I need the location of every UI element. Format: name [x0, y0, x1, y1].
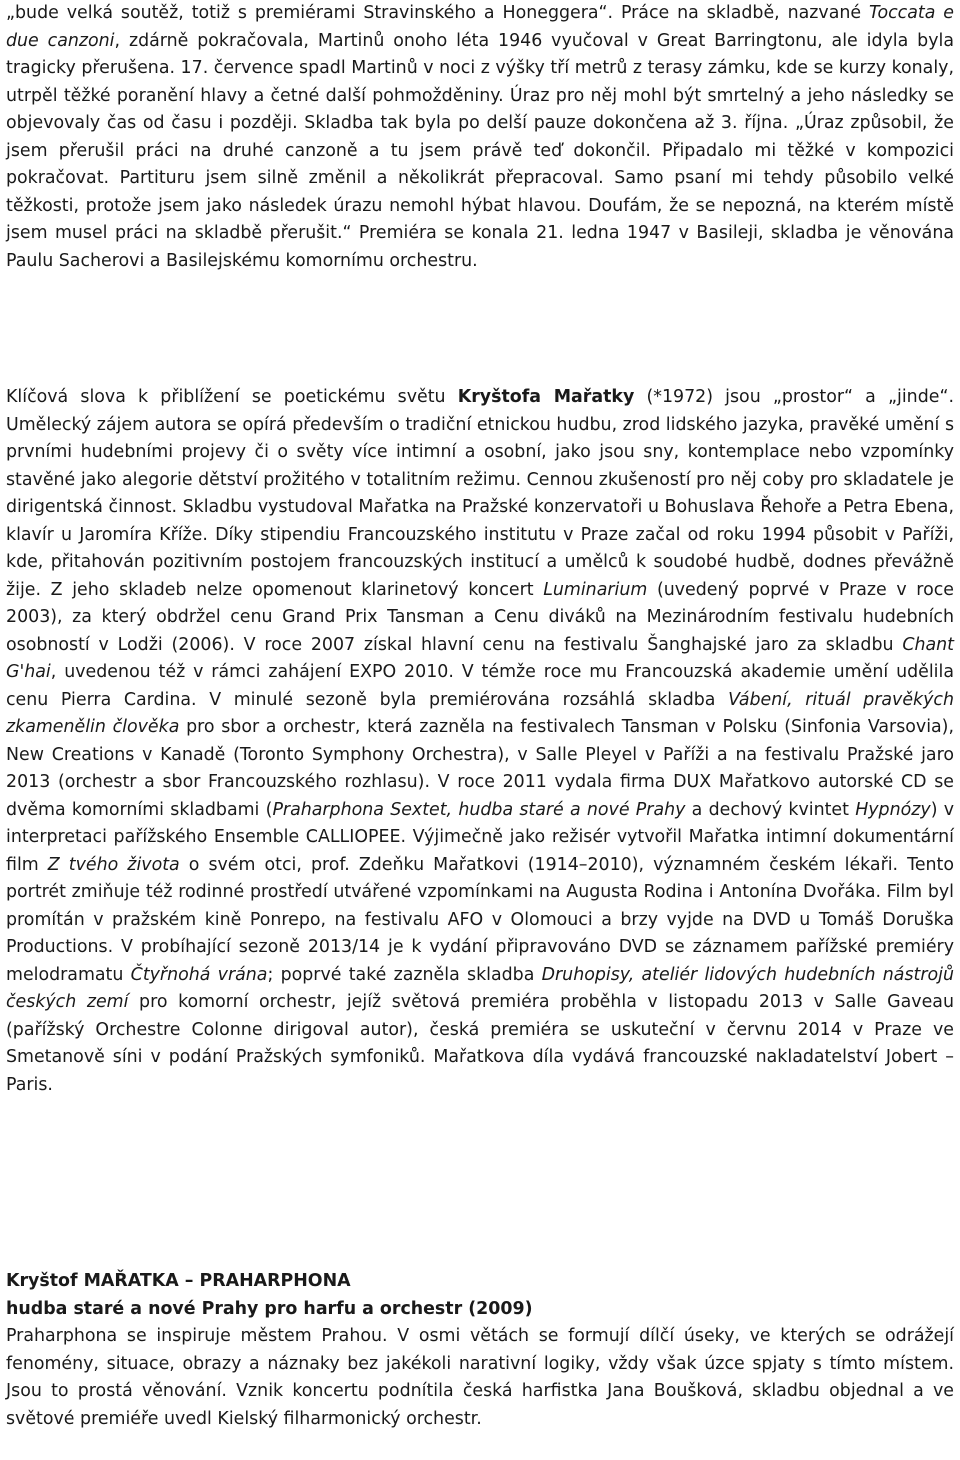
composer-name-bold: Kryštofa Mařatky: [457, 387, 635, 407]
text-run: , uvedenou též v rámci zahájení EXPO 2010. V témže roce mu Francouzská akademie umění udělila cenu Pierra Cardina. V minulé sezoně byla premiérována rozsáhlá skladba: [6, 662, 954, 710]
heading-subtitle: hudba staré a nové Prahy pro harfu a orchestr (2009): [6, 1298, 533, 1319]
text-run: , zdárně pokračovala, Martinů onoho léta 1946 vyučoval v Great Barringtonu, ale idyla byla tragicky přerušena. 17. července spadl Martinů v noci z výšky tří metrů z terasy zámku, kde se kurzy konaly, utrpěl těžké poranění hlavy a četné další pohmožděniny. Úraz pro něj mohl být smrtelný a jeho následky se objevovaly čas od času i později. Skladba tak byla po delší pauze dokončena až 3. října. „Úraz způsobil, že jsem přerušil práci na druhé canzoně a tu jsem právě teď dokončil. Připadalo mi těžké v kompozici pokračovat. Partituru jsem silně změnil a několikrát přepracoval. Samo psaní mi tehdy působilo velké těžkosti, protože jsem jako následek úrazu nemohl hýbat hlavou. Doufám, že se nepozná, na kterém místě jsem musel práci na skladbě přerušit.“ Premiéra se konala 21. ledna 1947 v Basileji, skladba je věnována Paulu Sacherovi a Basilejskému komornímu orchestru.: [6, 30, 955, 271]
work-title-ctyrnoha-vrana: Čtyřnohá vrána: [130, 964, 268, 985]
text-run: Klíčová slova k přiblížení se poetickému světu: [6, 387, 458, 407]
text-run: a dechový kvintet: [685, 799, 856, 820]
film-title-z-tveho-zivota: Z tvého života: [47, 854, 180, 875]
work-title-luminarium: Luminarium: [543, 579, 648, 600]
work-title-druhopisy: Druhopisy, ateliér lidových hudebních nástrojů českých zemí: [6, 964, 954, 1012]
work-title-hypnozy: Hypnózy: [855, 799, 931, 820]
text-run: ) v interpretaci pařížského Ensemble CALLIOPEE. Výjimečně jako režisér vytvořil Mařatka intimní dokumentární film: [6, 799, 955, 875]
work-title-toccata: Toccata e due canzoni: [6, 3, 954, 51]
text-run: pro sbor a orchestr, která zazněla na festivalech Tansman v Polsku (Sinfonia Varsovia), New Creations v Kanadě (Toronto Symphony Orchestra), v Salle Pleyel v Paříži a na festivalu Pražské jaro 2013 (orchestr a sbor Francouzského rozhlasu). V roce 2011 vydala firma DUX Mařatkovo autorské CD se dvěma komorními skladbami (: [6, 717, 954, 820]
text-run: (uvedený poprvé v Praze v roce 2003), za který obdržel cenu Grand Prix Tansman a Cenu diváků na Mezinárodním festivalu hudebních osobností v Lodži (2006). V roce 2007 získal hlavní cenu na festivalu Šanghajské jaro za skladbu: [6, 579, 954, 655]
heading-composer-work: Kryštof MAŘATKA – PRAHARPHONA: [6, 1271, 351, 1291]
text-run: (*1972) jsou „prostor“ a „jinde“. Umělecký zájem autora se opírá především o tradiční etnickou hudbu, zrod lidského jazyka, pravěké umění s prvními hudebními projevy či o světy více intimní a osobní, jako jsou sny, kontemplace nebo vzpomínky stavěné jako alegorie dětství prožitého v totalitním režimu. Cennou zkušeností pro něj coby pro skladatele je dirigentská činnost. Skladbu vystudoval Mařatka na Pražské konzervatoři u Bohuslava Řehoře a Petra Ebena, klavír u Jaromíra Kříže. Díky stipendiu Francouzského institutu v Praze začal od roku 1994 působit v Paříži, kde, přitahován pozitivním postojem francouzských institucí a umělců k soudobé hudbě, dodnes převážně žije. Z jeho skladeb nelze opomenout klarinetový koncert: [6, 387, 954, 600]
text-run: ; poprvé také zazněla skladba: [267, 964, 542, 985]
paragraph-maratka-bio: [6, 384, 954, 1099]
text-run: „bude velká soutěž, totiž s premiérami Stravinského a Honeggera“. Práce na skladbě, nazvané: [6, 3, 869, 23]
work-title-vabeni: Vábení, rituál pravěkých zkamenělin člověka: [6, 689, 954, 737]
paragraph-praharphona: Praharphona se inspiruje městem Prahou. V osmi větách se formují dílčí úseky, ve kterých se odrážejí fenomény, situace, obrazy a náznaky bez jakékoli narativní logiky, vždy však úzce spjaty s tímto místem. Jsou to prostá věnování. Vznik koncertu podnítila česká harfistka Jana Boušková, skladbu objednal a ve světové premiéře uvedl Kielský filharmonický orchestr.: [6, 1326, 954, 1429]
work-title-chant-ghai: Chant G'hai: [6, 634, 954, 682]
section-heading: [6, 1268, 954, 1323]
paragraph-martinu-toccata: [6, 0, 954, 275]
text-run: pro komorní orchestr, jejíž světová premiéra proběhla v listopadu 2013 v Salle Gaveau (pařížský Orchestre Colonne dirigoval autor), česká premiéra se uskuteční v červnu 2014 v Praze ve Smetanově síni v podání Pražských symfoniků. Mařatkova díla vydává francouzské nakladatelství Jobert – Paris.: [6, 992, 954, 1095]
text-run: o svém otci, prof. Zdeňku Mařatkovi (1914–2010), významném českém lékaři. Tento portrét zmiňuje též rodinné prostředí utvářené vzpomínkami na Augusta Rodina i Antonína Dvořáka. Film byl promítán v pražském kině Ponrepo, na festivalu AFO v Olomouci a brzy vyjde na DVD u Tomáš Doruška Productions. V probíhající sezoně 2013/14 je k vydání připravováno DVD se záznamem pařížské premiéry melodramatu: [6, 854, 954, 985]
work-title-praharphona-sextet: Praharphona Sextet, hudba staré a nové Prahy: [272, 799, 686, 820]
